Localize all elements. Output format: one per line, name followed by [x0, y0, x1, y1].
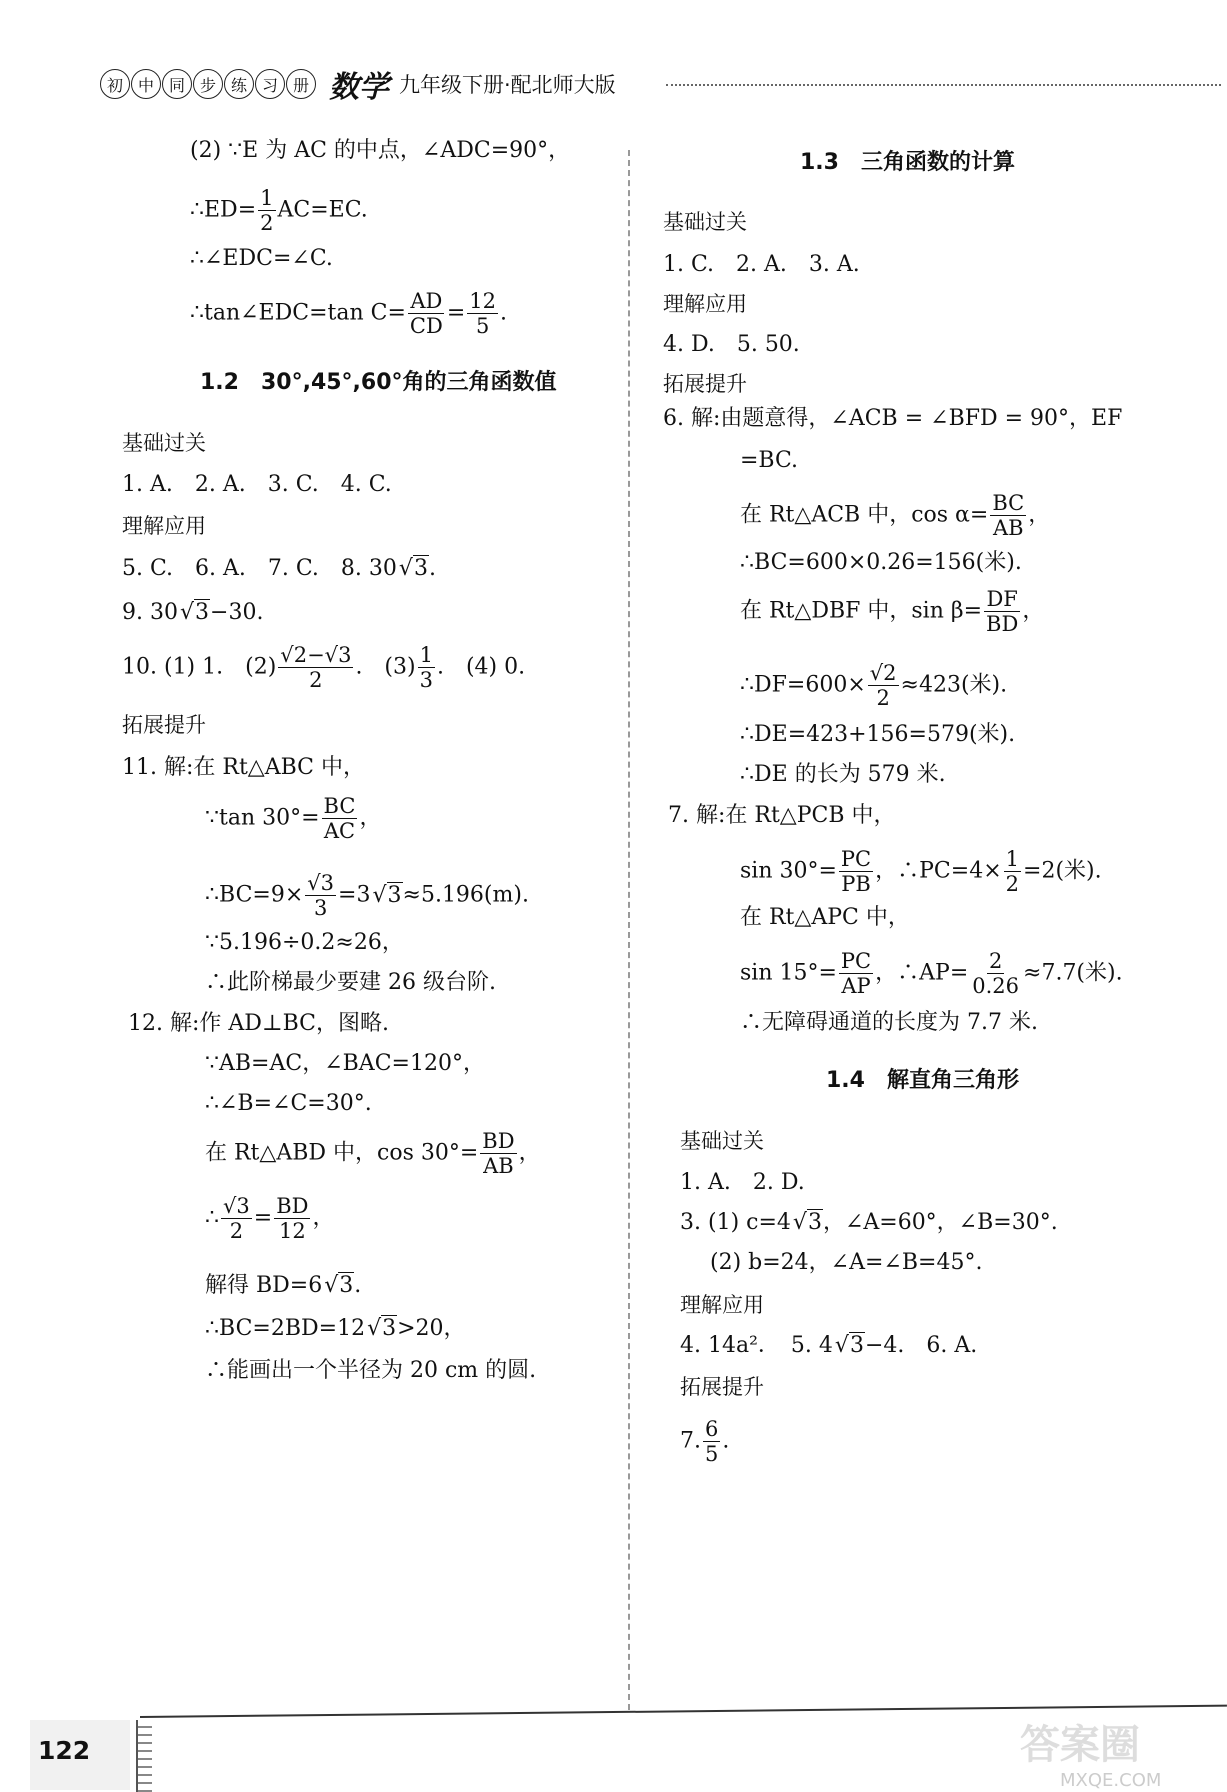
- subsection-title: 理解应用: [680, 1293, 764, 1317]
- answer-line: ∵5.196÷0.2≈26，: [205, 930, 404, 955]
- series-char: 步: [193, 69, 223, 99]
- left-line: ∴tan∠EDC=tan C= $\frac{AD}{CD}$ = $\frac{12}{5}$ .: [190, 289, 507, 339]
- answer-line: ∴BC=9× $\frac{√3}{3}$ =3√3≈5.196(m).: [205, 871, 529, 921]
- left-line: ∴∠EDC=∠C.: [190, 246, 333, 271]
- answer-line: ∴BC=600×0.26=156(米).: [740, 550, 1022, 575]
- page-number: 122: [38, 1736, 91, 1765]
- watermark-logo: 答案圈: [1020, 1722, 1140, 1768]
- answer-line: ∴无障碍通道的长度为 7.7 米.: [740, 1010, 1038, 1035]
- answer-line: 6. 解:由题意得，∠ACB = ∠BFD = 90°，EF: [663, 406, 1123, 431]
- answer-line: 12. 解:作 AD⊥BC，图略.: [128, 1011, 390, 1036]
- series-char: 练: [224, 69, 254, 99]
- answer-line: 在 Rt△APC 中，: [740, 905, 910, 930]
- answer-line: 3. (1) c=4√3，∠A=60°，∠B=30°.: [680, 1210, 1058, 1235]
- subsection-title: 理解应用: [122, 514, 206, 538]
- subject-title: 数学: [329, 70, 389, 105]
- footer-rule: [140, 1705, 1227, 1718]
- answer-line: ∴ $\frac{√3}{2}$ = $\frac{BD}{12}$ ，: [205, 1194, 335, 1244]
- subsection-title: 拓展提升: [680, 1375, 764, 1399]
- answer-line: sin 15°= $\frac{PC}{AP}$ ，∴AP= $\frac{2}{0.26}$ ≈7.7(米).: [740, 949, 1123, 999]
- section-title: 1.2 30°,45°,60°角的三角函数值: [200, 370, 557, 395]
- answer-line: 在 Rt△ACB 中，cos α= $\frac{BC}{AB}$ ，: [740, 491, 1051, 541]
- answer-line: 4. D. 5. 50.: [663, 332, 800, 357]
- answer-line: ∴∠B=∠C=30°.: [205, 1091, 372, 1116]
- answer-line: ∴DF=600× $\frac{√2}{2}$ ≈423(米).: [740, 661, 1008, 711]
- subsection-title: 基础过关: [122, 431, 206, 455]
- section-title: 1.3 三角函数的计算: [800, 150, 1015, 175]
- column-divider: [628, 150, 630, 1710]
- answer-line: ∴BC=2BD=12√3>20，: [205, 1316, 466, 1341]
- answer-line: 9. 30√3−30.: [122, 600, 264, 625]
- answer-line: ∴能画出一个半径为 20 cm 的圆.: [205, 1358, 537, 1383]
- answer-line: ∵tan 30°= $\frac{BC}{AC}$ ，: [205, 794, 382, 844]
- answer-line: 在 Rt△ABD 中，cos 30°= $\frac{BD}{AB}$ ，: [205, 1129, 541, 1179]
- answer-line: 解得 BD=6√3.: [205, 1273, 362, 1298]
- answer-line: 1. A. 2. A. 3. C. 4. C.: [122, 472, 392, 497]
- answer-line: ∴此阶梯最少要建 26 级台阶.: [205, 970, 496, 995]
- grade-edition: 九年级下册·配北师大版: [399, 73, 616, 97]
- section-title: 1.4 解直角三角形: [826, 1068, 1019, 1093]
- watermark-url: MXQE.COM: [1060, 1770, 1162, 1791]
- series-char: 初: [100, 69, 130, 99]
- answer-line: 11. 解:在 Rt△ABC 中，: [122, 755, 365, 780]
- subsection-title: 基础过关: [680, 1129, 764, 1153]
- series-char: 册: [286, 69, 316, 99]
- answer-line: 7. 解:在 Rt△PCB 中，: [668, 803, 896, 828]
- answer-line: ∵AB=AC，∠BAC=120°，: [205, 1051, 485, 1076]
- binding-spiral: [136, 1720, 152, 1792]
- series-title: [100, 69, 317, 99]
- series-char: 习: [255, 69, 285, 99]
- answer-line: (2) b=24，∠A=∠B=45°.: [710, 1250, 983, 1275]
- subsection-title: 基础过关: [663, 210, 747, 234]
- subsection-title: 拓展提升: [663, 372, 747, 396]
- subsection-title: 拓展提升: [122, 713, 206, 737]
- header-dotted-rule: [666, 84, 1221, 86]
- subsection-title: 理解应用: [663, 292, 747, 316]
- answer-line: 在 Rt△DBF 中，sin β= $\frac{DF}{BD}$ ，: [740, 587, 1045, 637]
- book-header: [100, 64, 616, 104]
- series-char: 同: [162, 69, 192, 99]
- left-line: (2) ∵E 为 AC 的中点，∠ADC=90°，: [190, 138, 571, 163]
- answer-line: ∴DE=423+156=579(米).: [740, 722, 1016, 747]
- answer-line: sin 30°= $\frac{PC}{PB}$ ，∴PC=4× $\frac{1}{2}$ =2(米).: [740, 847, 1102, 897]
- answer-line: 4. 14a²． 5. 4√3−4. 6. A.: [680, 1333, 978, 1358]
- answer-line: 10. (1) 1. (2) $\frac{√2-√3}{2}$ . (3) $\frac{1}{3}$ . (4) 0.: [122, 643, 526, 693]
- answer-line: 5. C. 6. A. 7. C. 8. 30√3.: [122, 556, 436, 581]
- answer-line: 1. C. 2. A. 3. A.: [663, 252, 860, 277]
- answer-line: 1. A. 2. D.: [680, 1170, 805, 1195]
- answer-line: ∴DE 的长为 579 米.: [740, 762, 946, 787]
- left-line: ∴ED= $\frac{1}{2}$ AC=EC.: [190, 186, 368, 236]
- answer-line: =BC.: [740, 448, 799, 473]
- series-char: 中: [131, 69, 161, 99]
- answer-line: 7. $\frac{6}{5}$ .: [680, 1417, 730, 1467]
